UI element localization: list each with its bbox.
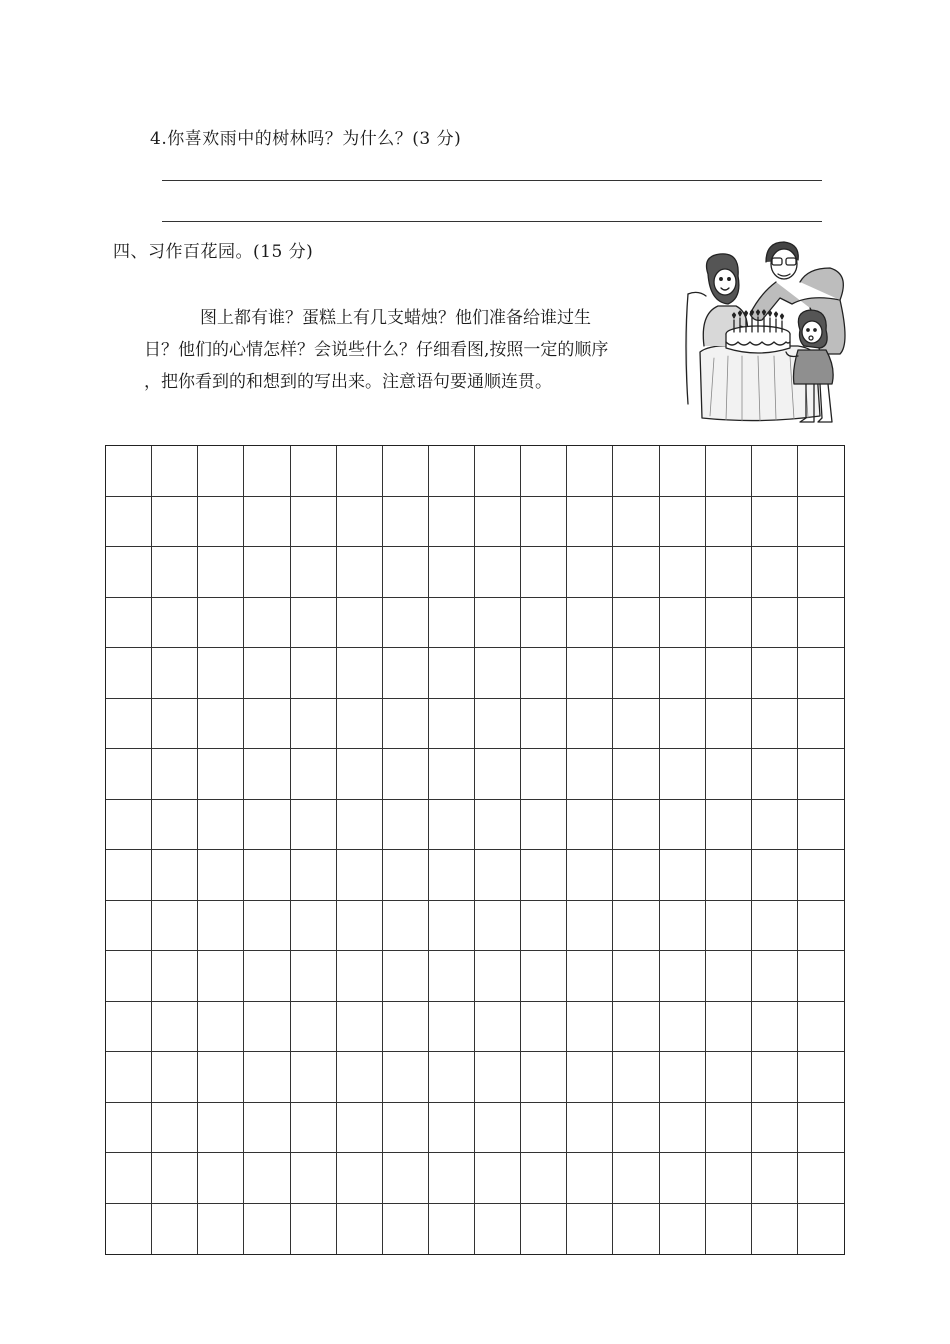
grid-cell[interactable]: [798, 1153, 844, 1204]
grid-cell[interactable]: [521, 850, 567, 901]
grid-cell[interactable]: [706, 951, 752, 1002]
grid-cell[interactable]: [106, 1204, 152, 1255]
grid-cell[interactable]: [475, 699, 521, 750]
grid-cell[interactable]: [475, 1002, 521, 1053]
question-4-text: 4.你喜欢雨中的树林吗？为什么？(3 分): [150, 129, 462, 149]
grid-cell[interactable]: [475, 800, 521, 851]
grid-cell[interactable]: [798, 598, 844, 649]
section-title: 四、习作百花园。(15 分): [113, 242, 314, 262]
grid-cell[interactable]: [798, 1204, 844, 1255]
grid-cell[interactable]: [106, 648, 152, 699]
grid-cell[interactable]: [291, 749, 337, 800]
grid-cell[interactable]: [567, 1204, 613, 1255]
birthday-cake-illustration: [680, 234, 850, 430]
grid-cell[interactable]: [152, 800, 198, 851]
grid-cell[interactable]: [752, 901, 798, 952]
grid-cell[interactable]: [152, 1103, 198, 1154]
grid-cell[interactable]: [106, 1103, 152, 1154]
grid-cell[interactable]: [752, 547, 798, 598]
grid-cell[interactable]: [429, 901, 475, 952]
grid-cell[interactable]: [337, 1204, 383, 1255]
grid-cell[interactable]: [429, 800, 475, 851]
grid-cell[interactable]: [291, 800, 337, 851]
grid-cell[interactable]: [475, 648, 521, 699]
grid-cell[interactable]: [152, 1153, 198, 1204]
grid-cell[interactable]: [521, 699, 567, 750]
grid-cell[interactable]: [567, 1002, 613, 1053]
grid-cell[interactable]: [706, 850, 752, 901]
grid-cell[interactable]: [475, 497, 521, 548]
grid-cell[interactable]: [567, 901, 613, 952]
grid-cell[interactable]: [521, 1002, 567, 1053]
grid-cell[interactable]: [337, 598, 383, 649]
grid-cell[interactable]: [706, 1052, 752, 1103]
grid-cell[interactable]: [429, 1204, 475, 1255]
prompt-line-2: 日？他们的心情怎样？会说些什么？仔细看图,按照一定的顺序: [144, 340, 609, 360]
grid-cell[interactable]: [521, 749, 567, 800]
grid-cell[interactable]: [521, 800, 567, 851]
grid-cell[interactable]: [244, 1153, 290, 1204]
grid-cell[interactable]: [383, 901, 429, 952]
grid-cell[interactable]: [475, 850, 521, 901]
grid-cell[interactable]: [567, 1103, 613, 1154]
grid-cell[interactable]: [198, 951, 244, 1002]
grid-cell[interactable]: [198, 749, 244, 800]
grid-cell[interactable]: [475, 1204, 521, 1255]
grid-cell[interactable]: [337, 1103, 383, 1154]
grid-cell[interactable]: [198, 1002, 244, 1053]
grid-cell[interactable]: [198, 497, 244, 548]
grid-cell[interactable]: [291, 1002, 337, 1053]
grid-cell[interactable]: [337, 749, 383, 800]
grid-cell[interactable]: [613, 800, 659, 851]
grid-cell[interactable]: [429, 1052, 475, 1103]
grid-cell[interactable]: [660, 1052, 706, 1103]
grid-cell[interactable]: [567, 598, 613, 649]
grid-cell[interactable]: [244, 497, 290, 548]
grid-cell[interactable]: [798, 648, 844, 699]
grid-cell[interactable]: [106, 749, 152, 800]
grid-cell[interactable]: [106, 446, 152, 497]
grid-cell[interactable]: [429, 951, 475, 1002]
grid-cell[interactable]: [106, 547, 152, 598]
grid-cell[interactable]: [291, 598, 337, 649]
grid-cell[interactable]: [798, 1103, 844, 1154]
grid-cell[interactable]: [337, 446, 383, 497]
grid-cell[interactable]: [613, 598, 659, 649]
grid-cell[interactable]: [244, 648, 290, 699]
grid-cell[interactable]: [198, 800, 244, 851]
grid-cell[interactable]: [152, 749, 198, 800]
grid-cell[interactable]: [337, 1153, 383, 1204]
grid-cell[interactable]: [706, 547, 752, 598]
grid-cell[interactable]: [613, 749, 659, 800]
grid-cell[interactable]: [429, 648, 475, 699]
grid-cell[interactable]: [429, 497, 475, 548]
grid-cell[interactable]: [337, 1052, 383, 1103]
grid-cell[interactable]: [152, 699, 198, 750]
grid-cell[interactable]: [660, 598, 706, 649]
grid-cell[interactable]: [521, 547, 567, 598]
grid-cell[interactable]: [337, 850, 383, 901]
grid-cell[interactable]: [752, 497, 798, 548]
grid-cell[interactable]: [198, 598, 244, 649]
grid-cell[interactable]: [475, 749, 521, 800]
grid-cell[interactable]: [752, 446, 798, 497]
grid-cell[interactable]: [383, 648, 429, 699]
grid-cell[interactable]: [706, 446, 752, 497]
grid-cell[interactable]: [752, 1204, 798, 1255]
grid-cell[interactable]: [567, 648, 613, 699]
grid-cell[interactable]: [429, 699, 475, 750]
grid-cell[interactable]: [291, 951, 337, 1002]
answer-line-1[interactable]: [162, 180, 822, 181]
grid-cell[interactable]: [521, 901, 567, 952]
grid-cell[interactable]: [567, 1153, 613, 1204]
grid-cell[interactable]: [660, 850, 706, 901]
grid-cell[interactable]: [521, 648, 567, 699]
grid-cell[interactable]: [660, 648, 706, 699]
grid-cell[interactable]: [198, 699, 244, 750]
grid-cell[interactable]: [798, 749, 844, 800]
grid-cell[interactable]: [244, 547, 290, 598]
grid-cell[interactable]: [291, 1103, 337, 1154]
grid-cell[interactable]: [706, 1002, 752, 1053]
grid-cell[interactable]: [383, 497, 429, 548]
grid-cell[interactable]: [660, 951, 706, 1002]
grid-cell[interactable]: [521, 1153, 567, 1204]
grid-cell[interactable]: [198, 1103, 244, 1154]
writing-prompt: [144, 302, 674, 398]
grid-cell[interactable]: [752, 850, 798, 901]
grid-cell[interactable]: [660, 1153, 706, 1204]
grid-cell[interactable]: [198, 1153, 244, 1204]
grid-cell[interactable]: [383, 1153, 429, 1204]
grid-cell[interactable]: [244, 749, 290, 800]
grid-cell[interactable]: [752, 699, 798, 750]
grid-cell[interactable]: [429, 1153, 475, 1204]
grid-cell[interactable]: [798, 901, 844, 952]
grid-cell[interactable]: [475, 446, 521, 497]
grid-cell[interactable]: [567, 800, 613, 851]
grid-cell[interactable]: [567, 497, 613, 548]
grid-cell[interactable]: [613, 901, 659, 952]
grid-cell[interactable]: [475, 901, 521, 952]
grid-cell[interactable]: [429, 1002, 475, 1053]
grid-cell[interactable]: [567, 1052, 613, 1103]
grid-cell[interactable]: [198, 1052, 244, 1103]
grid-cell[interactable]: [567, 446, 613, 497]
grid-cell[interactable]: [337, 951, 383, 1002]
grid-cell[interactable]: [798, 850, 844, 901]
grid-cell[interactable]: [152, 1204, 198, 1255]
grid-cell[interactable]: [429, 547, 475, 598]
grid-cell[interactable]: [521, 1103, 567, 1154]
grid-cell[interactable]: [706, 749, 752, 800]
grid-cell[interactable]: [660, 800, 706, 851]
grid-cell[interactable]: [429, 1103, 475, 1154]
writing-grid[interactable]: [105, 445, 845, 1255]
grid-cell[interactable]: [567, 951, 613, 1002]
grid-cell[interactable]: [244, 901, 290, 952]
grid-cell[interactable]: [383, 699, 429, 750]
grid-cell[interactable]: [613, 648, 659, 699]
grid-cell[interactable]: [383, 598, 429, 649]
grid-cell[interactable]: [475, 1052, 521, 1103]
grid-cell[interactable]: [706, 800, 752, 851]
grid-cell[interactable]: [475, 951, 521, 1002]
grid-cell[interactable]: [291, 901, 337, 952]
grid-cell[interactable]: [152, 901, 198, 952]
grid-cell[interactable]: [521, 497, 567, 548]
grid-cell[interactable]: [152, 446, 198, 497]
grid-cell[interactable]: [521, 598, 567, 649]
grid-cell[interactable]: [429, 749, 475, 800]
grid-cell[interactable]: [198, 850, 244, 901]
grid-cell[interactable]: [152, 648, 198, 699]
grid-cell[interactable]: [706, 1204, 752, 1255]
grid-cell[interactable]: [106, 699, 152, 750]
grid-cell[interactable]: [244, 1204, 290, 1255]
grid-cell[interactable]: [706, 497, 752, 548]
grid-cell[interactable]: [567, 547, 613, 598]
grid-cell[interactable]: [244, 598, 290, 649]
grid-cell[interactable]: [383, 951, 429, 1002]
grid-cell[interactable]: [521, 1052, 567, 1103]
grid-cell[interactable]: [337, 1002, 383, 1053]
grid-cell[interactable]: [244, 850, 290, 901]
grid-cell[interactable]: [798, 446, 844, 497]
answer-line-2[interactable]: [162, 221, 822, 222]
grid-cell[interactable]: [383, 1204, 429, 1255]
grid-cell[interactable]: [198, 446, 244, 497]
grid-cell[interactable]: [244, 1103, 290, 1154]
grid-cell[interactable]: [106, 1002, 152, 1053]
grid-cell[interactable]: [152, 850, 198, 901]
grid-cell[interactable]: [106, 850, 152, 901]
grid-cell[interactable]: [660, 901, 706, 952]
grid-cell[interactable]: [337, 800, 383, 851]
grid-cell[interactable]: [798, 951, 844, 1002]
grid-cell[interactable]: [291, 1153, 337, 1204]
grid-cell[interactable]: [106, 598, 152, 649]
grid-cell[interactable]: [475, 598, 521, 649]
grid-cell[interactable]: [567, 749, 613, 800]
grid-cell[interactable]: [613, 1103, 659, 1154]
grid-cell[interactable]: [383, 446, 429, 497]
grid-cell[interactable]: [521, 1204, 567, 1255]
grid-cell[interactable]: [244, 446, 290, 497]
grid-cell[interactable]: [613, 1204, 659, 1255]
grid-cell[interactable]: [291, 1052, 337, 1103]
grid-cell[interactable]: [660, 699, 706, 750]
grid-cell[interactable]: [752, 1052, 798, 1103]
grid-cell[interactable]: [337, 497, 383, 548]
grid-cell[interactable]: [706, 1103, 752, 1154]
grid-cell[interactable]: [752, 1153, 798, 1204]
grid-cell[interactable]: [475, 547, 521, 598]
grid-cell[interactable]: [152, 951, 198, 1002]
grid-cell[interactable]: [798, 547, 844, 598]
grid-cell[interactable]: [291, 648, 337, 699]
grid-cell[interactable]: [660, 1103, 706, 1154]
grid-cell[interactable]: [383, 1103, 429, 1154]
grid-cell[interactable]: [429, 850, 475, 901]
grid-cell[interactable]: [475, 1153, 521, 1204]
grid-cell[interactable]: [798, 497, 844, 548]
grid-cell[interactable]: [798, 1002, 844, 1053]
grid-cell[interactable]: [337, 547, 383, 598]
grid-cell[interactable]: [752, 1002, 798, 1053]
prompt-line-1: 图上都有谁？蛋糕上有几支蜡烛？他们准备给谁过生: [200, 308, 591, 328]
grid-cell[interactable]: [383, 547, 429, 598]
grid-cell[interactable]: [106, 800, 152, 851]
grid-cell[interactable]: [660, 1204, 706, 1255]
grid-cell[interactable]: [244, 1052, 290, 1103]
grid-cell[interactable]: [383, 749, 429, 800]
grid-cell[interactable]: [244, 951, 290, 1002]
grid-cell[interactable]: [244, 699, 290, 750]
grid-cell[interactable]: [798, 1052, 844, 1103]
grid-cell[interactable]: [106, 951, 152, 1002]
grid-cell[interactable]: [152, 598, 198, 649]
grid-cell[interactable]: [198, 648, 244, 699]
grid-cell[interactable]: [567, 850, 613, 901]
grid-cell[interactable]: [291, 446, 337, 497]
grid-cell[interactable]: [244, 800, 290, 851]
grid-cell[interactable]: [613, 497, 659, 548]
grid-cell[interactable]: [383, 1002, 429, 1053]
grid-cell[interactable]: [613, 547, 659, 598]
grid-cell[interactable]: [521, 951, 567, 1002]
grid-cell[interactable]: [106, 1153, 152, 1204]
grid-cell[interactable]: [706, 598, 752, 649]
grid-cell[interactable]: [798, 800, 844, 851]
grid-cell[interactable]: [198, 547, 244, 598]
grid-cell[interactable]: [337, 648, 383, 699]
grid-cell[interactable]: [660, 497, 706, 548]
grid-cell[interactable]: [613, 699, 659, 750]
grid-cell[interactable]: [475, 1103, 521, 1154]
grid-cell[interactable]: [660, 547, 706, 598]
grid-cell[interactable]: [613, 1052, 659, 1103]
grid-cell[interactable]: [291, 850, 337, 901]
grid-cell[interactable]: [752, 749, 798, 800]
grid-cell[interactable]: [613, 1153, 659, 1204]
grid-cell[interactable]: [752, 598, 798, 649]
grid-cell[interactable]: [706, 1153, 752, 1204]
grid-cell[interactable]: [521, 446, 567, 497]
grid-cell[interactable]: [383, 800, 429, 851]
grid-cell[interactable]: [706, 648, 752, 699]
grid-cell[interactable]: [337, 901, 383, 952]
grid-cell[interactable]: [383, 1052, 429, 1103]
grid-cell[interactable]: [660, 446, 706, 497]
grid-cell[interactable]: [106, 901, 152, 952]
grid-cell[interactable]: [383, 850, 429, 901]
grid-cell[interactable]: [152, 497, 198, 548]
grid-cell[interactable]: [337, 699, 383, 750]
grid-cell[interactable]: [291, 699, 337, 750]
grid-cell[interactable]: [752, 648, 798, 699]
grid-cell[interactable]: [706, 699, 752, 750]
grid-cell[interactable]: [660, 749, 706, 800]
grid-cell[interactable]: [291, 547, 337, 598]
grid-cell[interactable]: [244, 1002, 290, 1053]
grid-cell[interactable]: [752, 951, 798, 1002]
grid-cell[interactable]: [291, 497, 337, 548]
grid-cell[interactable]: [152, 1002, 198, 1053]
grid-cell[interactable]: [198, 1204, 244, 1255]
grid-cell[interactable]: [613, 446, 659, 497]
prompt-line-3: ，把你看到的和想到的写出来。注意语句要通顺连贯。: [144, 372, 552, 392]
grid-cell[interactable]: [752, 1103, 798, 1154]
grid-cell[interactable]: [567, 699, 613, 750]
grid-cell[interactable]: [198, 901, 244, 952]
grid-cell[interactable]: [291, 1204, 337, 1255]
grid-cell[interactable]: [429, 598, 475, 649]
grid-cell[interactable]: [152, 547, 198, 598]
grid-cell[interactable]: [152, 1052, 198, 1103]
grid-cell[interactable]: [660, 1002, 706, 1053]
grid-cell[interactable]: [706, 901, 752, 952]
grid-cell[interactable]: [613, 1002, 659, 1053]
grid-cell[interactable]: [106, 1052, 152, 1103]
grid-cell[interactable]: [752, 800, 798, 851]
grid-cell[interactable]: [613, 951, 659, 1002]
grid-cell[interactable]: [798, 699, 844, 750]
grid-cell[interactable]: [106, 497, 152, 548]
grid-cell[interactable]: [613, 850, 659, 901]
grid-cell[interactable]: [429, 446, 475, 497]
